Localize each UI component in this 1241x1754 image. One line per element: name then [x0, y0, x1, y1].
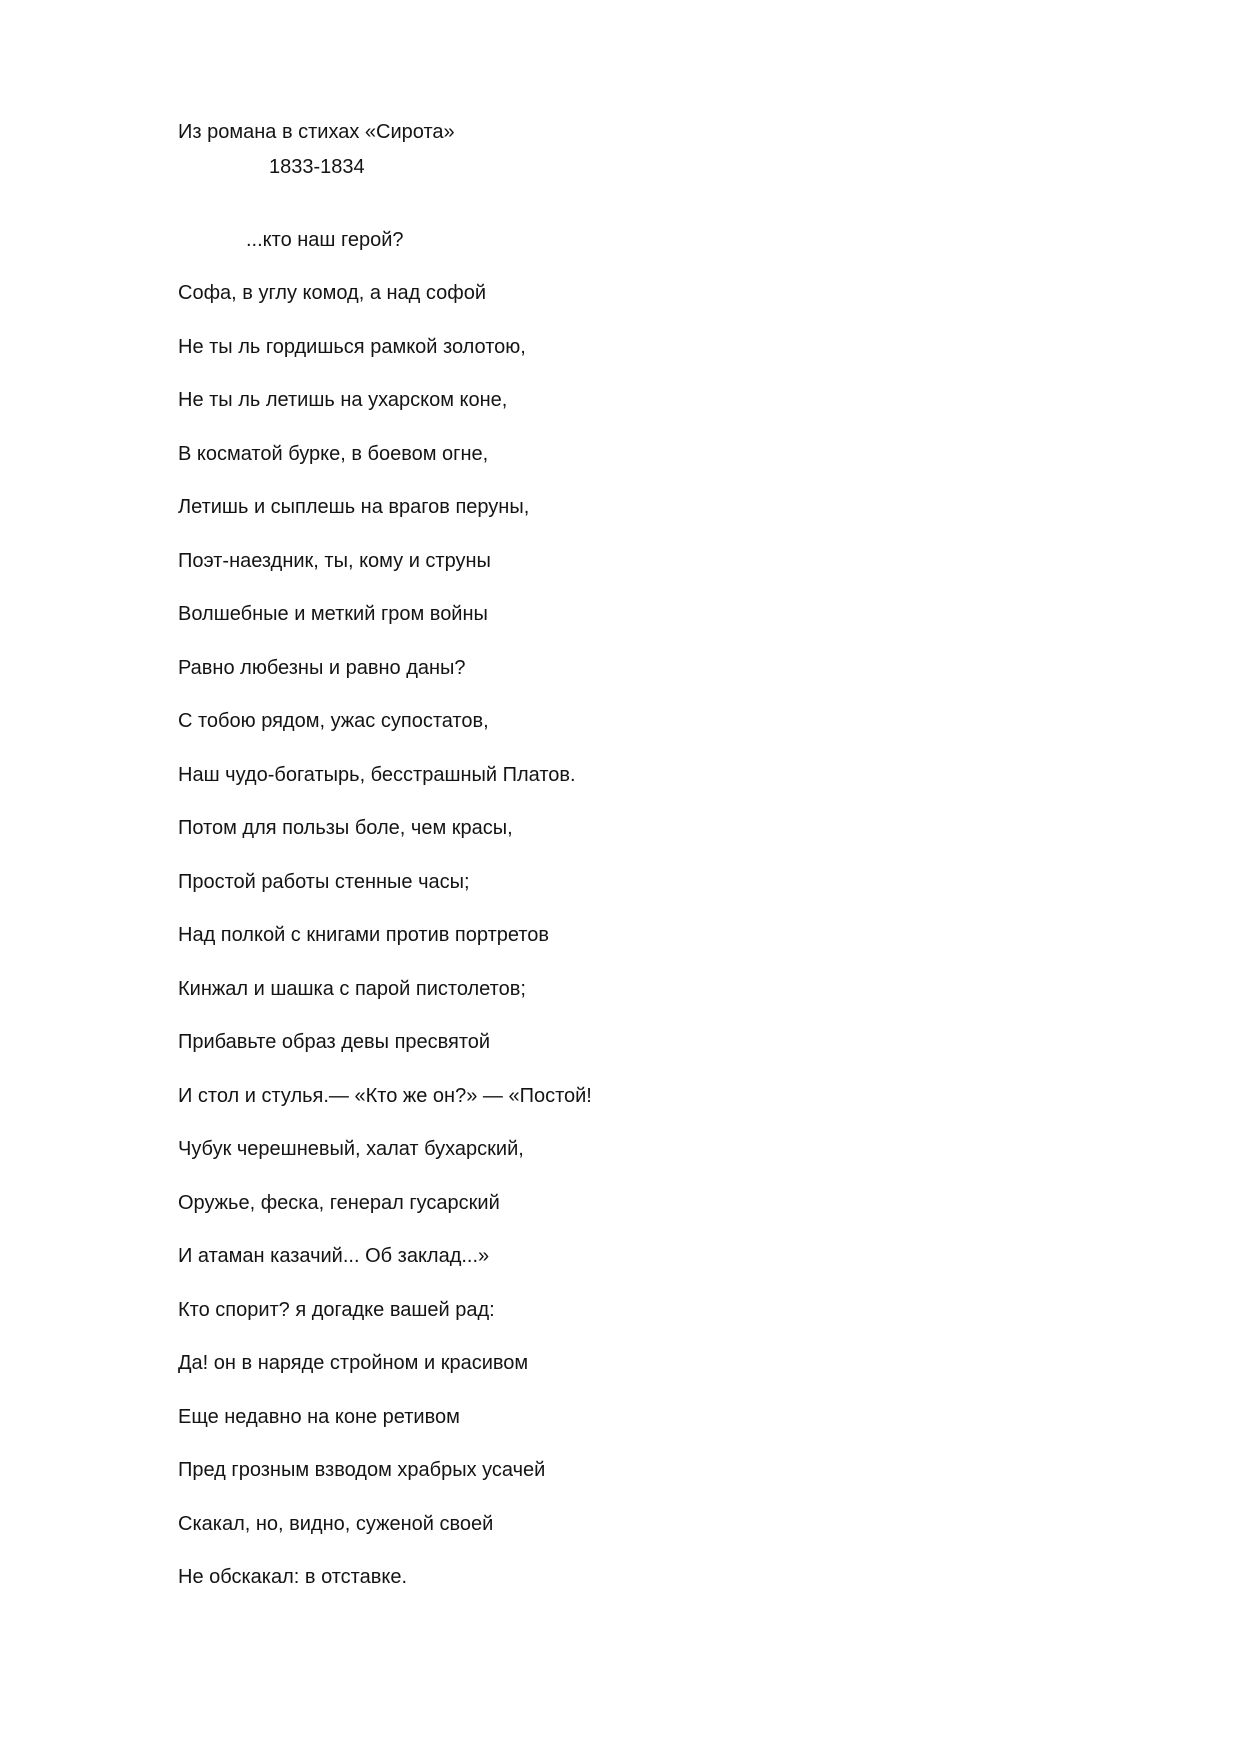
poem-line: И атаман казачий... Об заклад...» — [178, 1245, 490, 1267]
poem-line: Оружье, феска, генерал гусарский — [178, 1191, 500, 1214]
document-date: 1833-1834 — [269, 156, 365, 178]
poem-line: И стол и стулья.— «Кто же он?» — «Постой! — [178, 1084, 592, 1107]
poem-line: Поэт-наездник, ты, кому и струны — [178, 549, 491, 572]
poem-line: С тобою рядом, ужас супостатов, — [178, 710, 489, 732]
poem-line: Волшебные и меткий гром войны — [178, 603, 488, 625]
poem-line: Над полкой с книгами против портретов — [178, 924, 549, 946]
poem-line: Не обскакал: в отставке. — [178, 1566, 408, 1588]
poem-line: Кинжал и шашка с парой пистолетов; — [178, 977, 526, 1000]
poem-line: Еще недавно на коне ретивом — [178, 1405, 460, 1428]
poem-body — [178, 279, 592, 1617]
poem-line: Прибавьте образ девы пресвятой — [178, 1031, 491, 1053]
poem-line: Софа, в углу комод, а над софой — [178, 282, 487, 304]
poem-line: Летишь и сыплешь на врагов перуны, — [178, 496, 530, 518]
poem-line: В косматой бурке, в боевом огне, — [178, 442, 489, 465]
poem-line: Скакал, но, видно, суженой своей — [178, 1512, 494, 1535]
poem-line: Не ты ль летишь на ухарском коне, — [178, 389, 508, 411]
poem-line: Чубук черешневый, халат бухарский, — [178, 1138, 524, 1160]
poem-line: Да! он в наряде стройном и красивом — [178, 1352, 529, 1374]
poem-line: Наш чудо-богатырь, бесстрашный Платов. — [178, 763, 576, 786]
document-title: Из романа в стихах «Сирота» — [178, 121, 455, 143]
poem-line: Простой работы стенные часы; — [178, 870, 470, 893]
poem-line: Потом для пользы боле, чем красы, — [178, 817, 513, 839]
poem-line: Не ты ль гордишься рамкой золотою, — [178, 335, 526, 358]
poem-line: Равно любезны и равно даны? — [178, 656, 466, 679]
poem-epigraph: ...кто наш герой? — [246, 229, 404, 251]
poem-line: Кто спорит? я догадке вашей рад: — [178, 1298, 495, 1321]
poem-line: Пред грозным взводом храбрых усачей — [178, 1459, 546, 1481]
